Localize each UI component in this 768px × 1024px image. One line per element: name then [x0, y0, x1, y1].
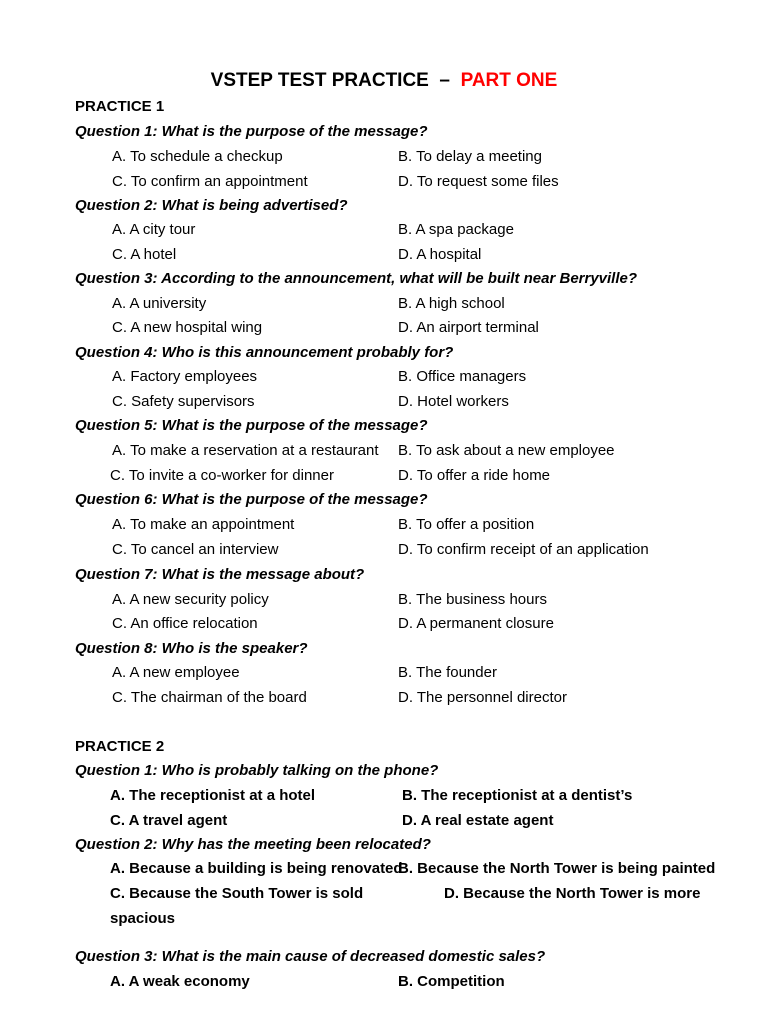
option-c: C. To cancel an interview	[112, 541, 279, 558]
option-b: B. The founder	[398, 664, 497, 681]
option-c: C. A travel agent	[110, 812, 228, 829]
option-a: A. The receptionist at a hotel	[110, 787, 316, 804]
question-text: Question 3: What is the main cause of decreased domestic sales?	[75, 948, 546, 965]
option-d: D. To request some files	[398, 173, 559, 190]
option-d: D. To offer a ride home	[398, 467, 551, 484]
option-a: A. To schedule a checkup	[112, 148, 283, 165]
question-text: Question 4: Who is this announcement probably for?	[75, 344, 454, 361]
option-d: D. The personnel director	[398, 689, 567, 706]
option-d: D. Because the North Tower is more	[444, 885, 701, 902]
option-a: A. A new employee	[112, 664, 240, 681]
option-d: D. A hospital	[398, 246, 482, 263]
option-a: A. Factory employees	[112, 368, 258, 385]
question-text: Question 3: According to the announcement, what will be built near Berryville?	[75, 270, 638, 287]
option-c: C. Because the South Tower is sold	[110, 885, 364, 902]
option-d-continued: spacious	[110, 910, 176, 927]
option-b: B. The business hours	[398, 591, 547, 608]
option-b: B. A spa package	[398, 221, 514, 238]
question-text: Question 6: What is the purpose of the message?	[75, 491, 428, 508]
option-c: C. A hotel	[112, 246, 177, 263]
option-a: A. A city tour	[112, 221, 196, 238]
option-c: C. A new hospital wing	[112, 319, 263, 336]
option-d: D. An airport terminal	[398, 319, 539, 336]
option-b: B. Competition	[398, 973, 505, 990]
option-c: C. An office relocation	[112, 615, 258, 632]
question-text: Question 8: Who is the speaker?	[75, 640, 308, 657]
option-a: A. A university	[112, 295, 207, 312]
option-b: B. The receptionist at a dentist’s	[402, 787, 633, 804]
option-a: A. A new security policy	[112, 591, 269, 608]
page-title: VSTEP TEST PRACTICE – PART ONE	[210, 70, 558, 91]
option-d: D. A permanent closure	[398, 615, 554, 632]
question-text: Question 2: What is being advertised?	[75, 197, 348, 214]
option-a: A. To make a reservation at a restaurant	[112, 442, 379, 459]
option-b: B. To delay a meeting	[398, 148, 542, 165]
part-label: PART ONE	[460, 70, 558, 91]
option-b: B. To ask about a new employee	[398, 442, 615, 459]
question-text: Question 7: What is the message about?	[75, 566, 365, 583]
option-c: C. Safety supervisors	[112, 393, 255, 410]
option-c: C. To invite a co-worker for dinner	[110, 467, 334, 484]
option-c: C. The chairman of the board	[112, 689, 307, 706]
option-a: A. Because a building is being renovated	[110, 860, 403, 877]
option-b: B. Because the North Tower is being painted	[398, 860, 716, 877]
question-text: Question 1: Who is probably talking on the phone?	[75, 762, 439, 779]
option-a: A. A weak economy	[110, 973, 250, 990]
question-text: Question 1: What is the purpose of the message?	[75, 123, 428, 140]
practice-1-heading: PRACTICE 1	[75, 98, 165, 115]
option-b: B. Office managers	[398, 368, 527, 385]
practice-2-heading: PRACTICE 2	[75, 738, 165, 755]
option-d: D. Hotel workers	[398, 393, 509, 410]
question-text: Question 5: What is the purpose of the message?	[75, 417, 428, 434]
option-d: D. A real estate agent	[402, 812, 554, 829]
question-text: Question 2: Why has the meeting been relocated?	[75, 836, 431, 853]
option-c: C. To confirm an appointment	[112, 173, 308, 190]
option-b: B. A high school	[398, 295, 505, 312]
option-b: B. To offer a position	[398, 516, 535, 533]
option-d: D. To confirm receipt of an application	[398, 541, 649, 558]
option-a: A. To make an appointment	[112, 516, 295, 533]
